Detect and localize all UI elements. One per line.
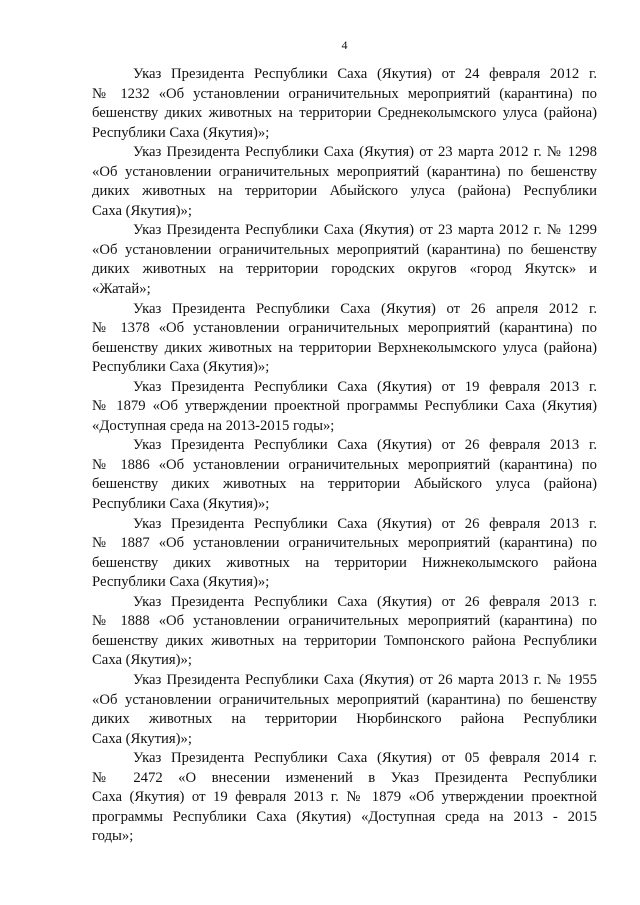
text-line: Указ Президента Республики Саха (Якутия) от 05 февраля 2014 г. — [133, 750, 597, 767]
decree-entry — [92, 300, 597, 378]
page-number: 4 — [341, 38, 348, 52]
text-line: «Об установлении ограничительных мероприятий (карантина) по бешенству — [92, 691, 597, 708]
text-line: «Жатай»; — [92, 281, 151, 298]
text-line: № 1886 «Об установлении ограничительных мероприятий (карантина) по — [92, 456, 597, 473]
text-line: бешенству диких животных на территории Среднеколымского улуса (района) — [92, 105, 597, 122]
text-line: Республики Саха (Якутия)»; — [92, 574, 270, 591]
text-line: бешенству диких животных на территории Томпонского района Республики — [92, 632, 597, 649]
text-line: бешенству диких животных на территории Верхнеколымского улуса (района) — [92, 339, 597, 356]
text-line: годы»; — [92, 828, 134, 845]
decree-entry — [92, 671, 597, 749]
text-line: бешенству диких животных на территории Абыйского улуса (района) — [92, 476, 597, 493]
decree-entry — [92, 65, 597, 143]
text-line: бешенству диких животных на территории Нижнеколымского района — [92, 554, 597, 571]
text-line: «Об установлении ограничительных мероприятий (карантина) по бешенству — [92, 241, 597, 258]
text-line: программы Республики Саха (Якутия) «Доступная среда на 2013 - 2015 — [92, 808, 597, 825]
text-line: Саха (Якутия)»; — [92, 202, 192, 219]
decree-entry — [92, 436, 597, 514]
text-line: Указ Президента Республики Саха (Якутия) от 26 марта 2013 г. № 1955 — [133, 671, 597, 688]
decree-entry — [92, 593, 597, 671]
text-line: № 1879 «Об утверждении проектной программы Республики Саха (Якутия) — [92, 398, 597, 415]
text-line: «Доступная среда на 2013-2015 годы»; — [92, 417, 335, 434]
text-line: Указ Президента Республики Саха (Якутия) от 24 февраля 2012 г. — [133, 66, 597, 82]
text-line: № 1232 «Об установлении ограничительных мероприятий (карантина) по — [92, 85, 597, 102]
text-line: Указ Президента Республики Саха (Якутия) от 26 февраля 2013 г. — [133, 515, 597, 532]
text-line: Республики Саха (Якутия)»; — [92, 124, 270, 141]
text-line: Указ Президента Республики Саха (Якутия) от 26 февраля 2013 г. — [133, 593, 597, 610]
decree-entry — [92, 515, 597, 593]
text-line: Республики Саха (Якутия)»; — [92, 359, 270, 376]
text-line: Саха (Якутия)»; — [92, 652, 192, 669]
text-line: Саха (Якутия) от 19 февраля 2013 г. № 1879 «Об утверждении проектной — [92, 789, 597, 806]
text-line: диких животных на территории Нюрбинского района Республики — [92, 711, 597, 728]
decree-entry — [92, 221, 597, 299]
document-body — [92, 65, 597, 847]
decree-entry — [92, 143, 597, 221]
text-line: Указ Президента Республики Саха (Якутия) от 23 марта 2012 г. № 1299 — [133, 222, 597, 239]
text-line: диких животных на территории городских округов «город Якутск» и — [92, 261, 597, 278]
text-line: Республики Саха (Якутия)»; — [92, 496, 270, 513]
text-line: Указ Президента Республики Саха (Якутия) от 26 февраля 2013 г. — [133, 437, 597, 454]
text-line: № 1887 «Об установлении ограничительных мероприятий (карантина) по — [92, 535, 597, 552]
text-line: диких животных на территории Абыйского улуса (района) Республики — [92, 183, 597, 200]
text-line: № 2472 «О внесении изменений в Указ Президента Республики — [92, 769, 597, 786]
decree-entry — [92, 378, 597, 437]
text-line: Указ Президента Республики Саха (Якутия) от 23 марта 2012 г. № 1298 — [133, 144, 597, 161]
text-line: Указ Президента Республики Саха (Якутия) от 26 апреля 2012 г. — [133, 300, 597, 317]
text-line: Саха (Якутия)»; — [92, 730, 192, 747]
text-line: «Об установлении ограничительных мероприятий (карантина) по бешенству — [92, 163, 597, 180]
text-line: № 1888 «Об установлении ограничительных мероприятий (карантина) по — [92, 613, 597, 630]
text-line: Указ Президента Республики Саха (Якутия) от 19 февраля 2013 г. — [133, 378, 597, 395]
decree-entry — [92, 749, 597, 847]
text-line: № 1378 «Об установлении ограничительных мероприятий (карантина) по — [92, 320, 597, 337]
